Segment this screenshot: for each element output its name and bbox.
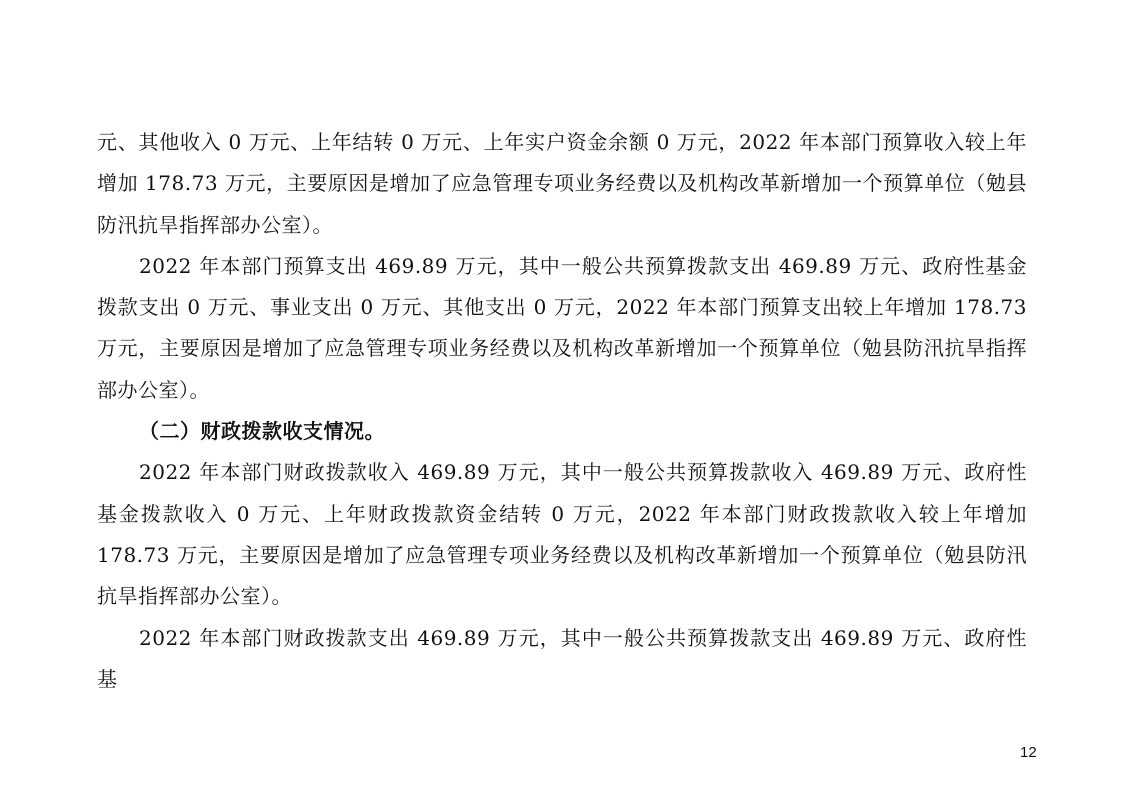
paragraph-fiscal-income: 2022 年本部门财政拨款收入 469.89 万元，其中一般公共预算拨款收入 469.89 万元、政府性基金拨款收入 0 万元、上年财政拨款资金结转 0 万元，2022 年本部门财政拨款收入较上年增加 178.73 万元，主要原因是增加了应急管理专项业务经费以及机构改革新增加一个预算单位（勉县防汛抗旱指挥部办公室）。 [97, 460, 1027, 609]
section-heading-fiscal-appropriation: （二）财政拨款收支情况。 [139, 419, 385, 444]
page-number: 12 [1020, 744, 1037, 761]
document-body [97, 122, 1027, 700]
paragraph-fiscal-expenditure: 2022 年本部门财政拨款支出 469.89 万元，其中一般公共预算拨款支出 469.89 万元、政府性基 [97, 625, 1027, 691]
paragraph-budget-income-continued: 元、其他收入 0 万元、上年结转 0 万元、上年实户资金余额 0 万元，2022 年本部门预算收入较上年增加 178.73 万元，主要原因是增加了应急管理专项业务经费以及机构改革新增加一个预算单位（勉县防汛抗旱指挥部办公室）。 [97, 130, 1027, 237]
paragraph-budget-expenditure: 2022 年本部门预算支出 469.89 万元，其中一般公共预算拨款支出 469.89 万元、政府性基金拨款支出 0 万元、事业支出 0 万元、其他支出 0 万元，2022 年本部门预算支出较上年增加 178.73 万元，主要原因是增加了应急管理专项业务经费以及机构改革新增加一个预算单位（勉县防汛抗旱指挥部办公室）。 [97, 253, 1027, 402]
